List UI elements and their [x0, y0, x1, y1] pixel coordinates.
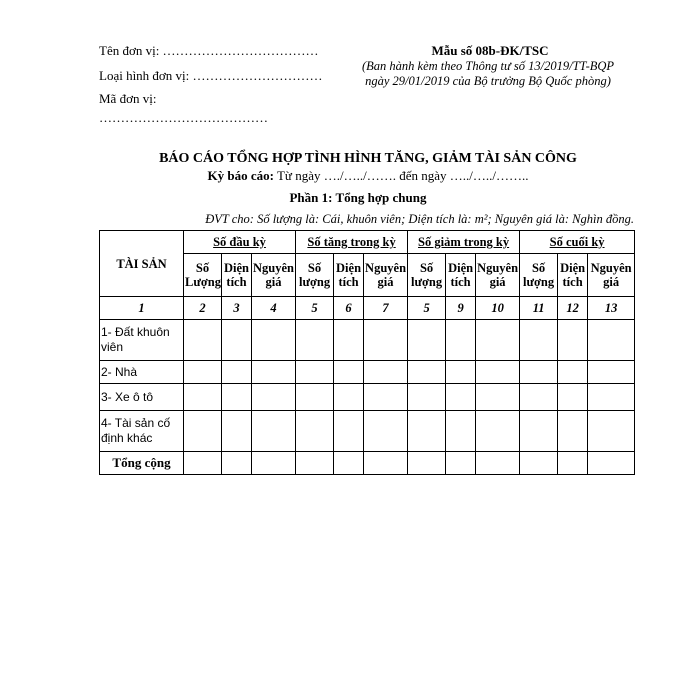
table-cell[interactable] — [558, 320, 588, 361]
report-period — [18, 168, 700, 184]
sub-header: Diện tích — [558, 254, 588, 297]
table-cell[interactable] — [588, 384, 635, 411]
table-cell[interactable] — [334, 411, 364, 452]
table-cell[interactable] — [476, 320, 520, 361]
table-cell[interactable] — [252, 384, 296, 411]
row-label-total: Tổng cộng — [100, 452, 184, 475]
issued-by-line1: (Ban hành kèm theo Thông tư số 13/2019/TT-BQP — [361, 59, 615, 73]
asset-header: TÀI SẢN — [100, 231, 184, 297]
table-cell[interactable] — [408, 320, 446, 361]
table-cell[interactable] — [184, 452, 222, 475]
group-header-opening: Số đầu kỳ — [184, 231, 296, 254]
table-row — [100, 361, 635, 384]
column-number: 12 — [558, 297, 588, 320]
table-row — [100, 320, 635, 361]
table-cell[interactable] — [222, 320, 252, 361]
asset-report-table — [99, 230, 635, 475]
table-cell[interactable] — [408, 411, 446, 452]
group-header-decrease: Số giảm trong kỳ — [408, 231, 520, 254]
table-cell[interactable] — [222, 361, 252, 384]
table-cell[interactable] — [476, 411, 520, 452]
table-cell[interactable] — [558, 411, 588, 452]
table-cell[interactable] — [588, 452, 635, 475]
sub-header: Nguyên giá — [588, 254, 635, 297]
table-cell[interactable] — [296, 384, 334, 411]
table-cell[interactable] — [520, 361, 558, 384]
table-cell[interactable] — [252, 411, 296, 452]
table-cell[interactable] — [408, 452, 446, 475]
unit-type-line: Loại hình đơn vị: ………………………… — [99, 68, 323, 83]
table-cell[interactable] — [364, 320, 408, 361]
table-cell[interactable] — [364, 384, 408, 411]
period-label: Kỳ báo cáo: — [207, 168, 274, 183]
column-number: 10 — [476, 297, 520, 320]
table-cell[interactable] — [296, 320, 334, 361]
table-cell[interactable] — [446, 361, 476, 384]
table-cell[interactable] — [222, 384, 252, 411]
table-cell[interactable] — [296, 361, 334, 384]
row-label-house: 2- Nhà — [100, 361, 184, 384]
table-cell[interactable] — [252, 320, 296, 361]
sub-header: Nguyên giá — [252, 254, 296, 297]
table-cell[interactable] — [222, 452, 252, 475]
group-header-closing: Số cuối kỳ — [520, 231, 635, 254]
table-cell[interactable] — [520, 411, 558, 452]
unit-code-line: Mã đơn vị: — [99, 91, 157, 106]
unit-note: ĐVT cho: Số lượng là: Cái, khuôn viên; Diện tích là: m²; Nguyên giá là: Nghìn đồng. — [205, 212, 634, 226]
table-cell[interactable] — [364, 452, 408, 475]
column-number: 4 — [252, 297, 296, 320]
table-cell[interactable] — [184, 411, 222, 452]
report-title: BÁO CÁO TỔNG HỢP TÌNH HÌNH TĂNG, GIẢM TÀI SẢN CÔNG — [159, 151, 577, 166]
unit-name-line: Tên đơn vị: ……………………………… — [99, 43, 319, 58]
table-cell[interactable] — [520, 384, 558, 411]
table-cell[interactable] — [476, 361, 520, 384]
section-title: Phần 1: Tổng hợp chung — [289, 190, 427, 205]
sub-header: Diện tích — [446, 254, 476, 297]
column-number: 1 — [100, 297, 184, 320]
table-cell[interactable] — [446, 411, 476, 452]
table-cell[interactable] — [408, 384, 446, 411]
table-cell[interactable] — [558, 452, 588, 475]
table-cell[interactable] — [184, 384, 222, 411]
sub-header: Nguyên giá — [476, 254, 520, 297]
table-cell[interactable] — [476, 384, 520, 411]
column-number: 13 — [588, 297, 635, 320]
sub-header: Số lượng — [408, 254, 446, 297]
unit-code-dots: ………………………………… — [99, 110, 268, 125]
issued-by-line2: ngày 29/01/2019 của Bộ trưởng Bộ Quốc phòng) — [365, 74, 611, 88]
table-cell[interactable] — [588, 320, 635, 361]
table-cell[interactable] — [252, 361, 296, 384]
column-number: 7 — [364, 297, 408, 320]
row-label-land: 1- Đất khuôn viên — [100, 320, 184, 361]
sub-header: Số lượng — [296, 254, 334, 297]
column-number: 5 — [296, 297, 334, 320]
table-cell[interactable] — [476, 452, 520, 475]
table-cell[interactable] — [252, 452, 296, 475]
table-row — [100, 411, 635, 452]
table-cell[interactable] — [446, 452, 476, 475]
table-row-total — [100, 452, 635, 475]
table-cell[interactable] — [296, 452, 334, 475]
table-cell[interactable] — [558, 361, 588, 384]
column-number: 9 — [446, 297, 476, 320]
table-cell[interactable] — [184, 361, 222, 384]
table-cell[interactable] — [558, 384, 588, 411]
table-cell[interactable] — [334, 452, 364, 475]
table-cell[interactable] — [334, 384, 364, 411]
table-cell[interactable] — [520, 320, 558, 361]
sub-header: Số lượng — [520, 254, 558, 297]
table-cell[interactable] — [364, 411, 408, 452]
table-cell[interactable] — [222, 411, 252, 452]
table-cell[interactable] — [364, 361, 408, 384]
sub-header: Nguyên giá — [364, 254, 408, 297]
table-cell[interactable] — [408, 361, 446, 384]
table-cell[interactable] — [446, 320, 476, 361]
column-number: 11 — [520, 297, 558, 320]
table-cell[interactable] — [588, 361, 635, 384]
table-cell[interactable] — [334, 361, 364, 384]
sub-header: Diện tích — [334, 254, 364, 297]
column-number: 2 — [184, 297, 222, 320]
table-row — [100, 384, 635, 411]
table-cell[interactable] — [520, 452, 558, 475]
sub-header: Số Lượng — [184, 254, 222, 297]
column-number: 6 — [334, 297, 364, 320]
table-cell[interactable] — [588, 411, 635, 452]
table-cell[interactable] — [446, 384, 476, 411]
column-number: 3 — [222, 297, 252, 320]
table-cell[interactable] — [334, 320, 364, 361]
table-cell[interactable] — [296, 411, 334, 452]
column-number: 5 — [408, 297, 446, 320]
form-number: Mẫu số 08b-ĐK/TSC — [431, 43, 549, 58]
row-label-other-assets: 4- Tài sản cố định khác — [100, 411, 184, 452]
table-cell[interactable] — [184, 320, 222, 361]
sub-header: Diện tích — [222, 254, 252, 297]
group-header-increase: Số tăng trong kỳ — [296, 231, 408, 254]
period-value: Từ ngày …./…../……. đến ngày …../…../…….. — [273, 168, 529, 183]
row-label-car: 3- Xe ô tô — [100, 384, 184, 411]
